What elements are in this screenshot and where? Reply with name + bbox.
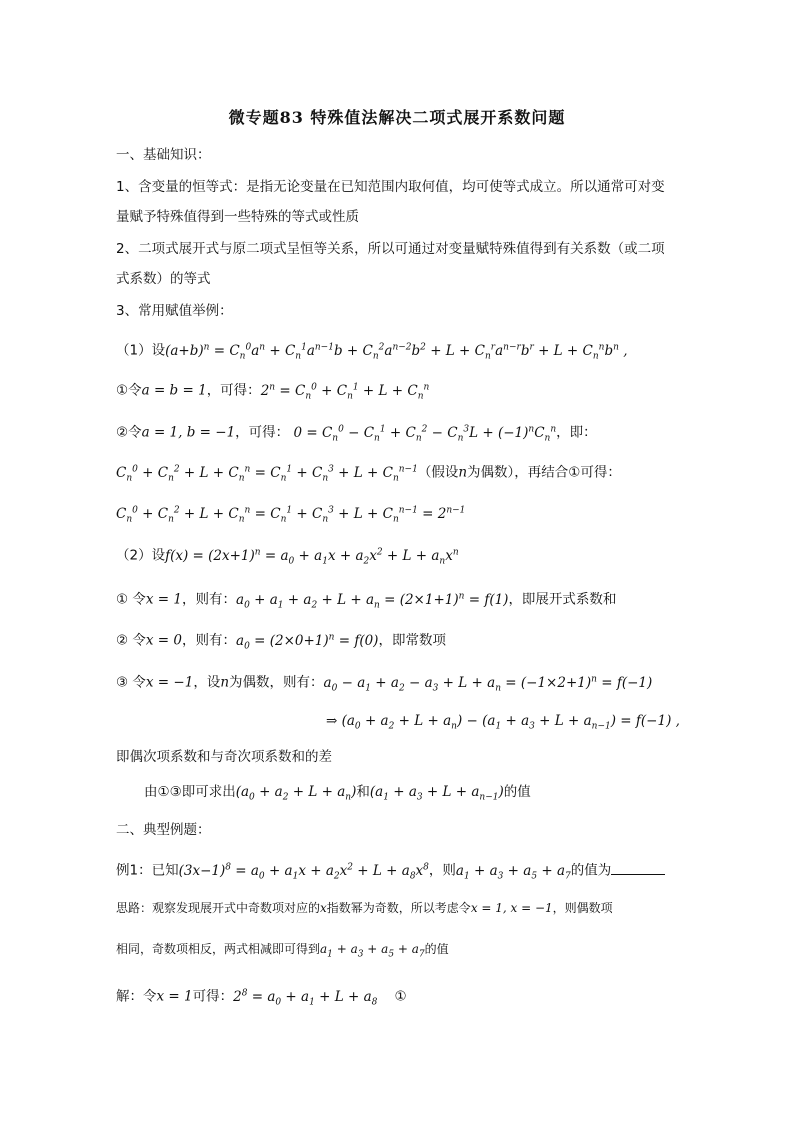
- label: 为偶数），再结合①可得：: [467, 464, 621, 481]
- formula: $a_1 + a_3 + a_5 + a_7$: [455, 862, 571, 882]
- idea-line-2: [116, 939, 449, 964]
- example-2-case-1: [116, 586, 616, 615]
- formula: $f(x) = (2x+1)^n = a_0 + a_1x + a_2x^2 + L + a_nx^n$: [165, 547, 459, 567]
- label: 可得：: [192, 988, 234, 1005]
- answer-blank: [611, 860, 665, 875]
- label: ，即：: [556, 424, 597, 441]
- formula: $(a+b)^n = C_n^0a^n + C_n^1a^{n-1}b + C_n^2a^{n-2}b^2 + L + C_n^ra^{n-r}b^r + L + C_n^nb^n$ ,: [165, 342, 628, 362]
- paragraph-1b: 量赋予特殊值得到一些特殊的等式或性质: [116, 209, 359, 225]
- example-1-definition: [116, 337, 628, 366]
- label: 指数幂为奇数，所以考虑令: [326, 901, 471, 915]
- label: ② 令: [116, 632, 146, 649]
- idea-line-1: [116, 898, 613, 918]
- section-heading-examples: 二、典型例题：: [116, 822, 211, 838]
- example-1-case-2: [116, 419, 597, 448]
- formula: x = −1: [145, 674, 194, 691]
- formula: x = 1: [145, 591, 183, 608]
- label: ，则有：: [182, 632, 237, 649]
- formula: x = 0: [145, 632, 183, 649]
- label: ，可得：: [206, 382, 261, 399]
- solution-step-1: [116, 983, 407, 1012]
- formula: ⇒ $(a_0 + a_2 + L + a_n) - (a_1 + a_3 + L + a_{n-1}) = f(-1)$ ,: [326, 713, 680, 732]
- formula: a = 1, b = −1: [141, 424, 236, 441]
- example-1-equation-b: [116, 500, 465, 529]
- example-2-case-3: [116, 669, 652, 698]
- formula: $2^8 = a_0 + a_1 + L + a_8$: [233, 988, 378, 1008]
- label: ，即常数项: [378, 632, 446, 649]
- formula: $C_n^0 + C_n^2 + L + C_n^n = C_n^1 + C_n^3 + L + C_n^{n-1} = 2^{n-1}$: [116, 505, 466, 525]
- formula: x = 1, x = −1: [470, 901, 553, 915]
- label: 相同，奇数项相反，两式相减即可得到: [116, 942, 321, 956]
- example-2-conclusion: [144, 782, 531, 808]
- label: 解：令: [116, 988, 157, 1005]
- label: ，则有：: [182, 591, 237, 608]
- equation-marker: ①: [394, 988, 407, 1005]
- example-2-case-2: [116, 627, 446, 656]
- section-heading-basics: 一、基础知识：: [116, 147, 211, 163]
- label: ，则偶数项: [552, 901, 613, 915]
- label: ① 令: [116, 591, 146, 608]
- formula: x: [320, 901, 327, 915]
- paragraph-2a: 2、二项式展开式与原二项式呈恒等关系，所以可通过对变量赋特殊值得到有关系数（或二项: [116, 241, 665, 257]
- label: 和: [356, 784, 370, 800]
- example-2-definition: [116, 542, 459, 571]
- formula: a = b = 1: [141, 382, 207, 399]
- paragraph-2b: 式系数）的等式: [116, 271, 211, 287]
- label: 的值: [503, 784, 531, 800]
- formula: $a_1 + a_3 + a_5 + a_7$: [320, 942, 425, 960]
- formula: $0 = C_n^0 - C_n^1 + C_n^2 - C_n^3L + (-1)^nC_n^n$: [289, 424, 557, 444]
- example-1-case-1: [116, 377, 429, 406]
- label: 为偶数，则有：: [229, 674, 324, 691]
- label: （假设: [417, 464, 459, 481]
- formula: $a_0 = (2\times 0+1)^n = f(0)$: [236, 632, 379, 652]
- formula: $a_0 + a_1 + a_2 + L + a_n = (2\times 1+1)^n = f(1)$: [236, 591, 509, 611]
- label: ①令: [116, 382, 142, 399]
- label: ②令: [116, 424, 142, 441]
- formula: $(a_1 + a_3 + L + a_{n-1})$: [369, 784, 504, 803]
- label: 的值: [424, 942, 449, 956]
- formula: $a_0 - a_1 + a_2 - a_3 + L + a_n = (-1\times 2+1)^n = f(-1)$: [323, 674, 653, 694]
- label: ，设: [193, 674, 221, 691]
- label: ，可得：: [235, 424, 290, 441]
- label: 思路：观察发现展开式中奇数项对应的: [116, 901, 321, 915]
- formula: $(3x-1)^8 = a_0 + a_1x + a_2x^2 + L + a_8x^8$: [178, 862, 429, 882]
- example-2-difference-text: 即偶次项系数和与奇次项系数和的差: [116, 749, 332, 765]
- paragraph-1a: 1、含变量的恒等式：是指无论变量在已知范围内取何值，均可使等式成立。所以通常可对变: [116, 179, 665, 195]
- formula: n: [220, 674, 230, 691]
- label: ，即展开式系数和: [508, 591, 617, 608]
- example-2-implication: [326, 711, 680, 737]
- label: 的值为: [570, 862, 612, 879]
- formula: $2^n = C_n^0 + C_n^1 + L + C_n^n$: [260, 382, 430, 402]
- label: （2）设: [116, 547, 166, 564]
- paragraph-3: 3、常用赋值举例：: [116, 303, 233, 319]
- label: ③ 令: [116, 674, 146, 691]
- formula: x = 1: [156, 988, 193, 1005]
- page-title: 微专题83 特殊值法解决二项式展开系数问题: [228, 108, 566, 127]
- example-question-1: [116, 857, 665, 886]
- label: （1）设: [116, 342, 166, 359]
- formula: $(a_0 + a_2 + L + a_n)$: [235, 784, 357, 803]
- label: ，则: [428, 862, 456, 879]
- formula: $C_n^0 + C_n^2 + L + C_n^n = C_n^1 + C_n^3 + L + C_n^{n-1}$: [116, 464, 418, 484]
- label: 例1：已知: [116, 862, 179, 879]
- label: 由①③即可求出: [144, 784, 236, 800]
- example-1-equation-a: [116, 459, 621, 488]
- formula: n: [458, 464, 468, 481]
